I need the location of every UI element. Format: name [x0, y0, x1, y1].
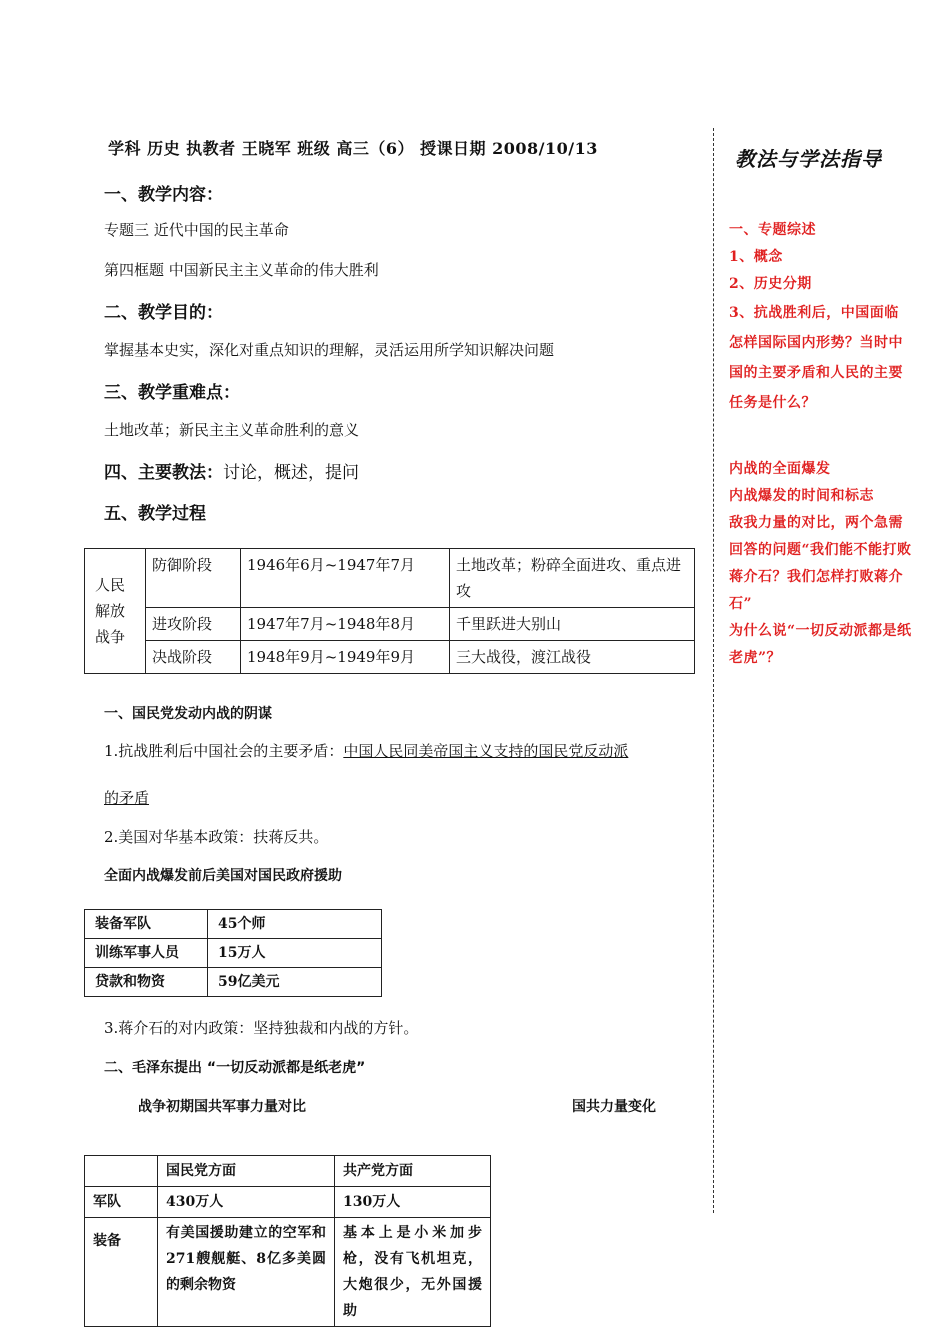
war-stage-event: 三大战役，渡江战役 [450, 641, 695, 674]
force-head: 国民党方面 [158, 1156, 335, 1187]
sidebar-item: 内战的全面爆发 [729, 461, 831, 477]
us-aid-table [84, 909, 382, 997]
part1-item-1-prefix: 1.抗战胜利后中国社会的主要矛盾： [104, 742, 344, 760]
force-head [85, 1156, 158, 1187]
lesson-header: 学科 历史 执教者 王晓军 班级 高三（6） 授课日期 2008/10/13 [108, 139, 598, 158]
force-cell: 430万人 [158, 1187, 335, 1218]
section-content-line-1: 专题三 近代中国的民主革命 [104, 221, 289, 239]
force-cell: 130万人 [335, 1187, 491, 1218]
sidebar-item: 3、抗战胜利后，中国面临怎样国际国内形势？当时中国的主要矛盾和人民的主要任务是什么？ [729, 305, 903, 411]
aid-value: 45个师 [208, 910, 382, 939]
column-divider [713, 128, 714, 1213]
war-stage-name: 进攻阶段 [146, 608, 241, 641]
section-keypoints-line: 土地改革；新民主主义革命胜利的意义 [104, 421, 360, 439]
sidebar-item: 2、历史分期 [729, 276, 812, 292]
part1-item-1 [104, 740, 628, 761]
war-stage-period: 1947年7月~1948年8月 [241, 608, 450, 641]
main-contradiction: 中国人民同美帝国主义支持的国民党反动派 [343, 742, 629, 760]
section-method-title: 四、主要教法： [104, 463, 223, 483]
sidebar-item: 一、专题综述 [729, 222, 816, 238]
sidebar-item: 敌我力量的对比，两个急需回答的问题“我们能不能打败蒋介石？我们怎样打败蒋介石” [729, 515, 912, 612]
section-goal-line: 掌握基本史实，深化对重点知识的理解，灵活运用所学知识解决问题 [104, 341, 555, 359]
aid-value: 15万人 [208, 939, 382, 968]
force-comparison-table [84, 1155, 491, 1327]
section-content-title: 一、教学内容： [104, 185, 223, 205]
sidebar-block-1 [729, 217, 913, 418]
force-caption-right: 国共力量变化 [572, 1099, 656, 1115]
part2-title: 二、毛泽东提出 “一切反动派都是纸老虎” [104, 1060, 366, 1076]
war-stage-period: 1946年6月~1947年7月 [241, 549, 450, 608]
war-stage-period: 1948年9月~1949年9月 [241, 641, 450, 674]
section-keypoints-title: 三、教学重难点： [104, 383, 240, 403]
force-caption-left: 战争初期国共军事力量对比 [138, 1099, 306, 1115]
sidebar-title: 教法与学法指导 [735, 147, 882, 171]
part1-title: 一、国民党发动内战的阴谋 [104, 706, 272, 722]
main-contradiction-cont: 的矛盾 [104, 789, 150, 807]
war-stage-name: 决战阶段 [146, 641, 241, 674]
part1-item-2: 2.美国对华基本政策：扶蒋反共。 [104, 828, 329, 846]
aid-key: 装备军队 [85, 910, 208, 939]
force-cell: 基本上是小米加步枪，没有飞机坦克，大炮很少，无外国援助 [335, 1218, 491, 1327]
aid-key: 训练军事人员 [85, 939, 208, 968]
aid-key: 贷款和物资 [85, 968, 208, 997]
sidebar-item: 1、概念 [729, 249, 783, 265]
aid-caption: 全面内战爆发前后美国对国民政府援助 [104, 868, 342, 884]
force-cell: 有美国援助建立的空军和271艘舰艇、8亿多美圆的剩余物资 [158, 1218, 335, 1327]
force-head: 共产党方面 [335, 1156, 491, 1187]
war-table-label: 人民 解放 战争 [85, 549, 146, 674]
section-content-line-2: 第四框题 中国新民主主义革命的伟大胜利 [104, 261, 379, 279]
force-row-label: 军队 [85, 1187, 158, 1218]
force-row-label: 装备 [85, 1218, 158, 1327]
section-method-text: 讨论，概述，提问 [223, 463, 359, 483]
section-process-title: 五、教学过程 [104, 504, 206, 524]
sidebar-item: 内战爆发的时间和标志 [729, 488, 874, 504]
war-stage-event: 土地改革；粉碎全面进攻、重点进攻 [450, 549, 695, 608]
aid-value: 59亿美元 [208, 968, 382, 997]
sidebar-item: 为什么说“一切反动派都是纸老虎”？ [729, 623, 912, 666]
part1-item-3: 3.蒋介石的对内政策：坚持独裁和内战的方针。 [104, 1019, 419, 1037]
war-stage-event: 千里跃进大别山 [450, 608, 695, 641]
sidebar-block-2 [729, 456, 913, 672]
section-method [104, 458, 359, 483]
war-stage-name: 防御阶段 [146, 549, 241, 608]
section-goal-title: 二、教学目的： [104, 303, 223, 323]
war-stage-table [84, 548, 695, 674]
